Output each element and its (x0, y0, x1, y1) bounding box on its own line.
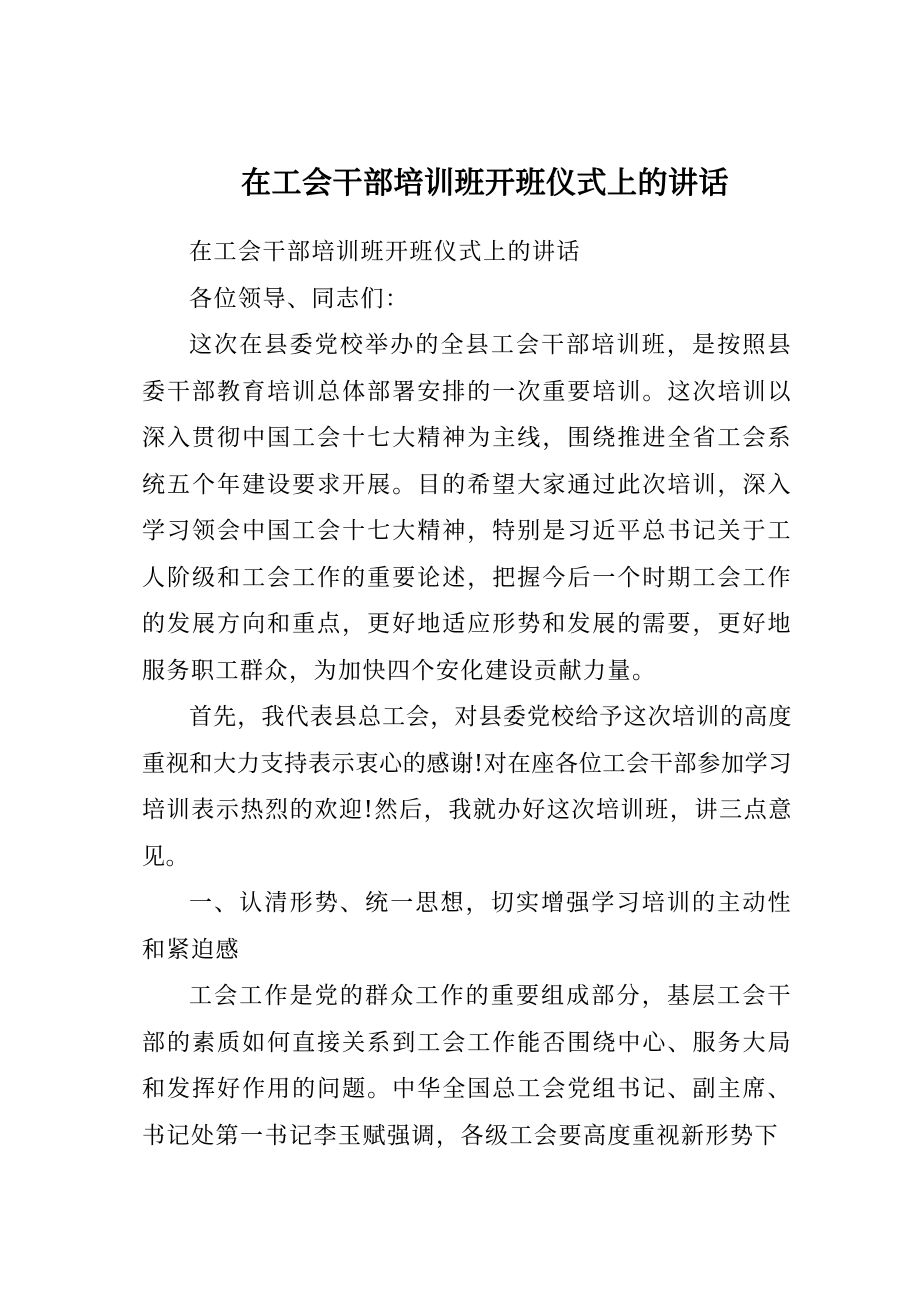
salutation: 各位领导、同志们： (189, 285, 410, 312)
body-paragraph: 工会工作是党的群众工作的重要组成部分，基层工会干部的素质如何直接关系到工会工作能否围绕中心、服务大局和发挥好作用的问题。中华全国总工会党组书记、副主席、书记处第一书记李玉赋强调，各级工会要高度重视新形势下 (142, 983, 792, 1149)
section-heading: 一、认清形势、统一思想，切实增强学习培训的主动性和紧迫感 (142, 890, 792, 963)
body-paragraph: 首先，我代表县总工会，对县委党校给予这次培训的高度重视和大力支持表示衷心的感谢!对在座各位工会干部参加学习培训表示热烈的欢迎!然后，我就办好这次培训班，讲三点意见。 (142, 704, 792, 870)
body-paragraph: 这次在县委党校举办的全县工会干部培训班，是按照县委干部教育培训总体部署安排的一次重要培训。这次培训以深入贯彻中国工会十七大精神为主线，围绕推进全省工会系统五个年建设要求开展。目的希望大家通过此次培训，深入学习领会中国工会十七大精神，特别是习近平总书记关于工人阶级和工会工作的重要论述，把握今后一个时期工会工作的发展方向和重点，更好地适应形势和发展的需要，更好地服务职工群众，为加快四个安化建设贡献力量。 (142, 332, 792, 684)
document-body (142, 229, 792, 1159)
body-paragraph: 在工会干部培训班开班仪式上的讲话 (189, 239, 581, 265)
document-title: 在工会干部培训班开班仪式上的讲话 (241, 166, 729, 201)
